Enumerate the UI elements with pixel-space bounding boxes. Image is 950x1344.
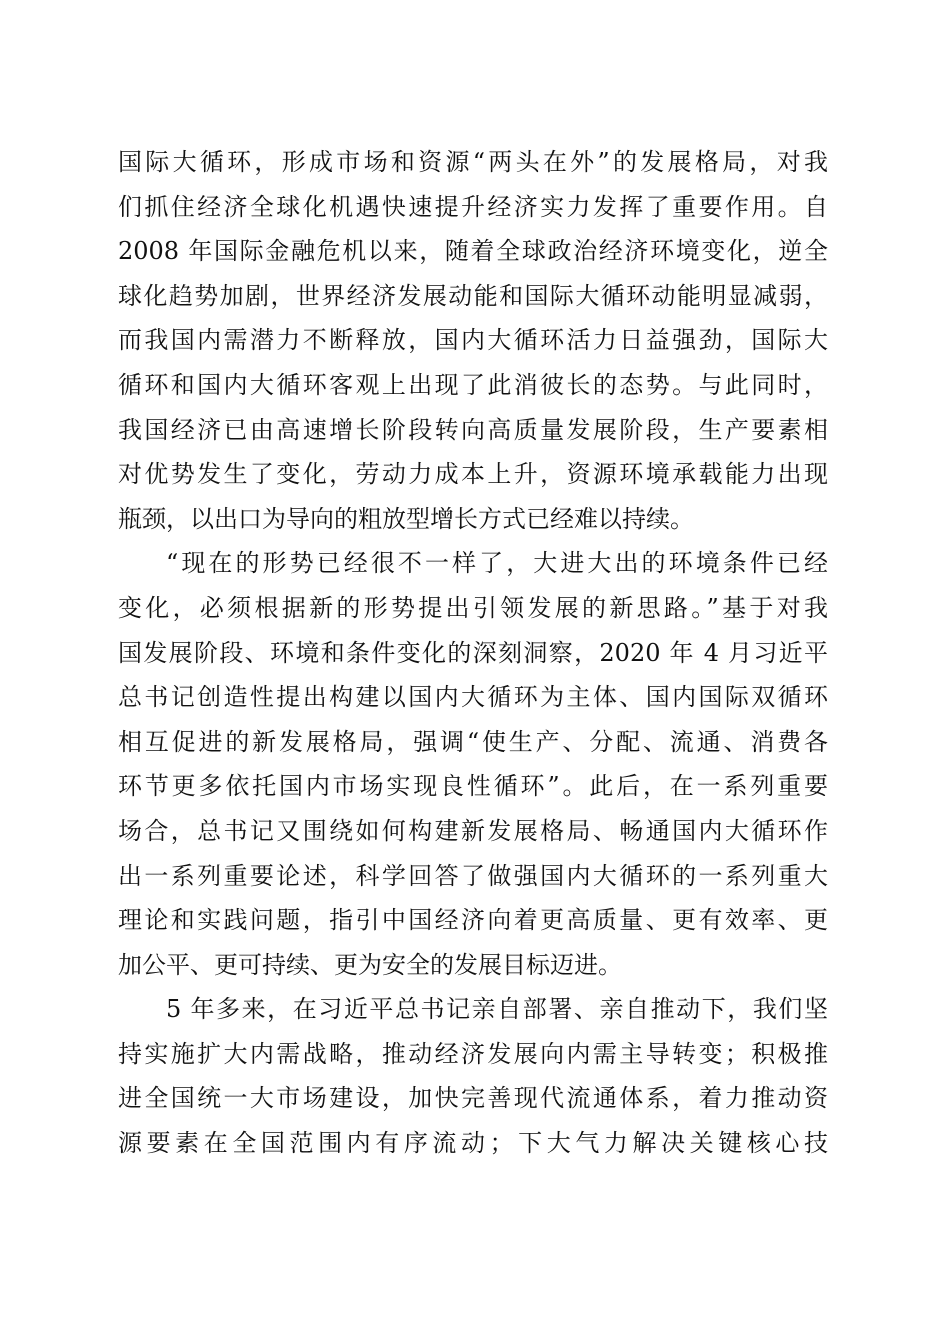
paragraph-1 [118,140,828,541]
paragraph-2 [118,541,828,987]
text-line: 加公平、更可持续、更为安全的发展目标迈进。 [118,950,622,979]
text-line: 总书记创造性提出构建以国内大循环为主体、国内国际双循环 [118,683,828,712]
text-line: 而我国内需潜力不断释放，国内大循环活力日益强劲，国际大 [118,326,828,355]
text-line: 们抓住经济全球化机遇快速提升经济实力发挥了重要作用。自 [118,192,828,221]
text-line: 2008 年国际金融危机以来，随着全球政治经济环境变化，逆全 [118,237,828,266]
text-line: 相互促进的新发展格局，强调“使生产、分配、流通、消费各 [118,727,828,756]
text-line: 理论和实践问题，指引中国经济向着更高质量、更有效率、更 [118,906,828,935]
text-line: 出一系列重要论述，科学回答了做强国内大循环的一系列重大 [118,861,828,890]
text-line: 进全国统一大市场建设，加快完善现代流通体系，着力推动资 [118,1084,828,1113]
document-body [118,140,828,1166]
text-line: 我国经济已由高速增长阶段转向高质量发展阶段，生产要素相 [118,415,828,444]
text-line: “现在的形势已经很不一样了，大进大出的环境条件已经 [166,549,828,578]
text-line: 持实施扩大内需战略，推动经济发展向内需主导转变；积极推 [118,1039,828,1068]
text-line: 场合，总书记又围绕如何构建新发展格局、畅通国内大循环作 [118,816,828,845]
text-line: 环节更多依托国内市场实现良性循环”。此后，在一系列重要 [118,772,828,801]
text-line: 5 年多来，在习近平总书记亲自部署、亲自推动下，我们坚 [166,995,828,1024]
text-line: 国发展阶段、环境和条件变化的深刻洞察，2020 年 4 月习近平 [118,638,828,667]
text-line: 国际大循环，形成市场和资源“两头在外”的发展格局，对我 [118,148,828,176]
text-line: 变化，必须根据新的形势提出引领发展的新思路。”基于对我 [118,593,828,622]
text-line: 瓶颈，以出口为导向的粗放型增长方式已经难以持续。 [118,504,694,533]
text-line: 源要素在全国范围内有序流动；下大气力解决关键核心技 [118,1129,828,1158]
text-line: 对优势发生了变化，劳动力成本上升，资源环境承载能力出现 [118,460,828,489]
paragraph-3 [118,987,828,1165]
text-line: 球化趋势加剧，世界经济发展动能和国际大循环动能明显减弱， [118,281,828,310]
text-line: 循环和国内大循环客观上出现了此消彼长的态势。与此同时， [118,370,828,399]
